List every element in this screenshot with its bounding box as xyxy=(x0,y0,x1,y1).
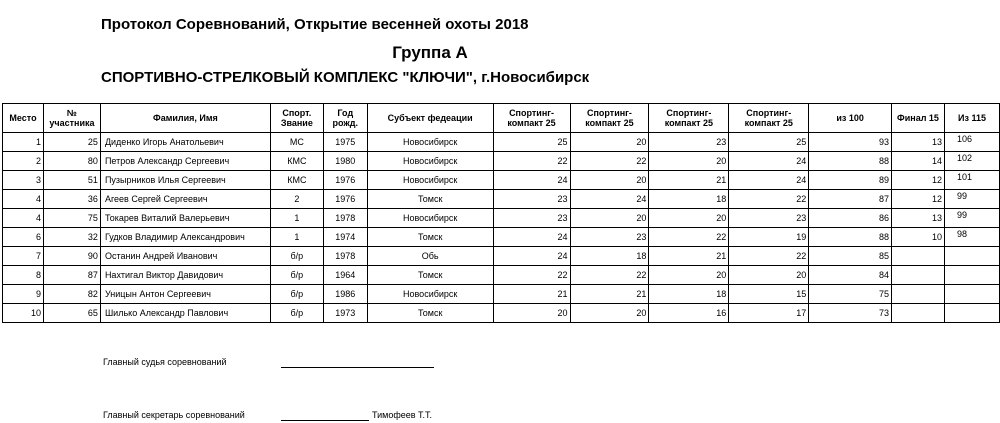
col-header: Фамилия, Имя xyxy=(100,104,270,133)
cell-grand: 102 xyxy=(944,152,999,171)
cell-s2: 20 xyxy=(570,209,649,228)
cell-region: Томск xyxy=(367,266,493,285)
cell-total: 73 xyxy=(809,304,892,323)
cell-year: 1975 xyxy=(323,133,367,152)
cell-total: 89 xyxy=(809,171,892,190)
cell-s2: 18 xyxy=(570,247,649,266)
cell-total: 85 xyxy=(809,247,892,266)
judge-signature-line xyxy=(281,367,434,368)
cell-s4: 22 xyxy=(729,247,809,266)
cell-s1: 21 xyxy=(493,285,570,304)
cell-grand xyxy=(944,247,999,266)
col-header: из 100 xyxy=(809,104,892,133)
cell-s4: 15 xyxy=(729,285,809,304)
cell-total: 86 xyxy=(809,209,892,228)
cell-s3: 20 xyxy=(649,209,729,228)
cell-s3: 18 xyxy=(649,190,729,209)
cell-region: Новосибирск xyxy=(367,209,493,228)
cell-total: 84 xyxy=(809,266,892,285)
cell-s3: 16 xyxy=(649,304,729,323)
cell-grand: 98 xyxy=(944,228,999,247)
cell-year: 1976 xyxy=(323,171,367,190)
cell-name: Диденко Игорь Анатольевич xyxy=(100,133,270,152)
cell-s3: 23 xyxy=(649,133,729,152)
cell-name: Токарев Виталий Валерьевич xyxy=(100,209,270,228)
cell-s1: 25 xyxy=(493,133,570,152)
table-row xyxy=(3,247,1000,266)
cell-grand xyxy=(944,266,999,285)
cell-final: 12 xyxy=(892,171,945,190)
col-header: Финал 15 xyxy=(892,104,945,133)
cell-final: 14 xyxy=(892,152,945,171)
cell-rank: КМС xyxy=(270,152,323,171)
cell-region: Новосибирск xyxy=(367,285,493,304)
venue-title: СПОРТИВНО-СТРЕЛКОВЫЙ КОМПЛЕКС "КЛЮЧИ", г.Новосибирск xyxy=(101,69,590,86)
cell-name: Пузырников Илья Сергеевич xyxy=(100,171,270,190)
cell-s4: 22 xyxy=(729,190,809,209)
cell-num: 65 xyxy=(43,304,100,323)
cell-grand xyxy=(944,304,999,323)
cell-name: Петров Александр Сергеевич xyxy=(100,152,270,171)
cell-s4: 24 xyxy=(729,152,809,171)
col-header: Субъект федеации xyxy=(367,104,493,133)
cell-name: Шилько Александр Павлович xyxy=(100,304,270,323)
cell-s4: 19 xyxy=(729,228,809,247)
table-row xyxy=(3,209,1000,228)
table-row xyxy=(3,152,1000,171)
cell-s1: 23 xyxy=(493,190,570,209)
cell-year: 1974 xyxy=(323,228,367,247)
cell-s2: 22 xyxy=(570,152,649,171)
col-header: Спортинг-компакт 25 xyxy=(649,104,729,133)
cell-place: 9 xyxy=(3,285,44,304)
cell-rank: КМС xyxy=(270,171,323,190)
cell-total: 88 xyxy=(809,228,892,247)
cell-final: 13 xyxy=(892,133,945,152)
cell-total: 93 xyxy=(809,133,892,152)
cell-place: 8 xyxy=(3,266,44,285)
cell-name: Агеев Сергей Сергеевич xyxy=(100,190,270,209)
cell-s2: 24 xyxy=(570,190,649,209)
cell-place: 4 xyxy=(3,209,44,228)
cell-year: 1986 xyxy=(323,285,367,304)
cell-grand xyxy=(944,285,999,304)
cell-region: Томск xyxy=(367,228,493,247)
cell-final xyxy=(892,304,945,323)
cell-rank: 1 xyxy=(270,228,323,247)
cell-s3: 20 xyxy=(649,152,729,171)
secretary-signature-line xyxy=(281,420,369,421)
cell-s1: 24 xyxy=(493,247,570,266)
col-header: Место xyxy=(3,104,44,133)
cell-name: Останин Андрей Иванович xyxy=(100,247,270,266)
cell-region: Новосибирск xyxy=(367,171,493,190)
cell-s3: 21 xyxy=(649,247,729,266)
cell-place: 3 xyxy=(3,171,44,190)
cell-region: Новосибирск xyxy=(367,152,493,171)
cell-final xyxy=(892,247,945,266)
cell-region: Томск xyxy=(367,190,493,209)
cell-rank: 1 xyxy=(270,209,323,228)
cell-s2: 23 xyxy=(570,228,649,247)
cell-s4: 23 xyxy=(729,209,809,228)
cell-num: 82 xyxy=(43,285,100,304)
cell-rank: МС xyxy=(270,133,323,152)
cell-region: Обь xyxy=(367,247,493,266)
cell-num: 75 xyxy=(43,209,100,228)
cell-num: 51 xyxy=(43,171,100,190)
cell-s1: 22 xyxy=(493,266,570,285)
cell-s1: 24 xyxy=(493,228,570,247)
judge-label: Главный судья соревнований xyxy=(103,357,227,367)
cell-grand: 101 xyxy=(944,171,999,190)
cell-year: 1980 xyxy=(323,152,367,171)
protocol-title: Протокол Соревнований, Открытие весенней охоты 2018 xyxy=(101,16,529,33)
cell-s2: 22 xyxy=(570,266,649,285)
cell-s4: 25 xyxy=(729,133,809,152)
cell-final: 12 xyxy=(892,190,945,209)
cell-year: 1964 xyxy=(323,266,367,285)
cell-place: 7 xyxy=(3,247,44,266)
cell-s1: 22 xyxy=(493,152,570,171)
table-row xyxy=(3,304,1000,323)
cell-rank: б/р xyxy=(270,304,323,323)
cell-total: 88 xyxy=(809,152,892,171)
cell-num: 25 xyxy=(43,133,100,152)
cell-s3: 18 xyxy=(649,285,729,304)
cell-s1: 23 xyxy=(493,209,570,228)
cell-final xyxy=(892,266,945,285)
col-header: Спорт. Звание xyxy=(270,104,323,133)
cell-s2: 21 xyxy=(570,285,649,304)
cell-s3: 21 xyxy=(649,171,729,190)
cell-num: 32 xyxy=(43,228,100,247)
results-table xyxy=(2,103,1000,323)
cell-region: Томск xyxy=(367,304,493,323)
cell-place: 6 xyxy=(3,228,44,247)
col-header: Спортинг-компакт 25 xyxy=(729,104,809,133)
cell-grand: 99 xyxy=(944,209,999,228)
col-header: Спортинг-компакт 25 xyxy=(570,104,649,133)
cell-rank: б/р xyxy=(270,285,323,304)
table-row xyxy=(3,190,1000,209)
cell-s2: 20 xyxy=(570,171,649,190)
cell-rank: б/р xyxy=(270,266,323,285)
cell-year: 1978 xyxy=(323,247,367,266)
cell-rank: б/р xyxy=(270,247,323,266)
cell-place: 4 xyxy=(3,190,44,209)
cell-s4: 17 xyxy=(729,304,809,323)
cell-s3: 22 xyxy=(649,228,729,247)
secretary-label: Главный секретарь соревнований xyxy=(103,410,245,420)
cell-name: Нахтигал Виктор Давидович xyxy=(100,266,270,285)
cell-place: 10 xyxy=(3,304,44,323)
cell-num: 87 xyxy=(43,266,100,285)
cell-total: 75 xyxy=(809,285,892,304)
secretary-name: Тимофеев Т.Т. xyxy=(372,410,433,420)
cell-grand: 106 xyxy=(944,133,999,152)
col-header: № участника xyxy=(43,104,100,133)
table-header-row xyxy=(3,104,1000,133)
cell-place: 2 xyxy=(3,152,44,171)
cell-s1: 20 xyxy=(493,304,570,323)
group-title: Группа А xyxy=(392,43,468,62)
col-header: Год рожд. xyxy=(323,104,367,133)
cell-grand: 99 xyxy=(944,190,999,209)
table-row xyxy=(3,285,1000,304)
col-header: Спортинг-компакт 25 xyxy=(493,104,570,133)
table-row xyxy=(3,133,1000,152)
table-row xyxy=(3,171,1000,190)
cell-year: 1978 xyxy=(323,209,367,228)
cell-year: 1973 xyxy=(323,304,367,323)
cell-s4: 24 xyxy=(729,171,809,190)
cell-region: Новосибирск xyxy=(367,133,493,152)
cell-s3: 20 xyxy=(649,266,729,285)
cell-s2: 20 xyxy=(570,304,649,323)
cell-final xyxy=(892,285,945,304)
cell-year: 1976 xyxy=(323,190,367,209)
col-header: Из 115 xyxy=(944,104,999,133)
cell-s2: 20 xyxy=(570,133,649,152)
cell-num: 80 xyxy=(43,152,100,171)
cell-rank: 2 xyxy=(270,190,323,209)
cell-place: 1 xyxy=(3,133,44,152)
cell-s4: 20 xyxy=(729,266,809,285)
cell-final: 10 xyxy=(892,228,945,247)
cell-num: 36 xyxy=(43,190,100,209)
cell-final: 13 xyxy=(892,209,945,228)
table-row xyxy=(3,228,1000,247)
cell-total: 87 xyxy=(809,190,892,209)
cell-s1: 24 xyxy=(493,171,570,190)
cell-name: Уницын Антон Сергеевич xyxy=(100,285,270,304)
table-row xyxy=(3,266,1000,285)
cell-name: Гудков Владимир Александрович xyxy=(100,228,270,247)
cell-num: 90 xyxy=(43,247,100,266)
